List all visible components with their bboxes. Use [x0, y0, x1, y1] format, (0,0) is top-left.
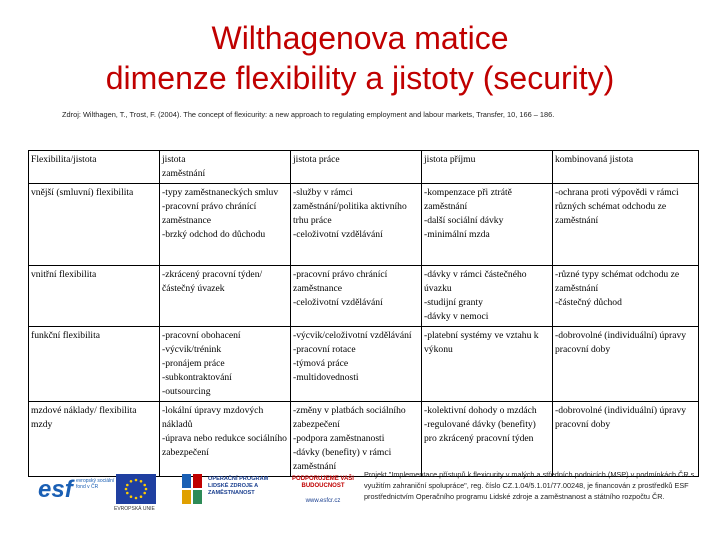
- esf-caption: evropský sociální fond v ČR: [76, 478, 115, 490]
- title-line-1: Wilthagenova matice: [211, 20, 509, 56]
- oplz-logo-icon: [180, 472, 206, 506]
- table-cell: -dobrovolné (individuální) úpravy pracovní doby: [553, 327, 699, 402]
- eu-flag-icon: [116, 474, 156, 504]
- table-cell: -kompenzace při ztrátě zaměstnání -další sociální dávky -minimální mzda: [422, 184, 553, 266]
- oplz-logo-text: OPERAČNÍ PROGRAM LIDSKÉ ZDROJE A ZAMĚSTNANOST: [208, 476, 269, 496]
- row-label-cell: mzdové náklady/ flexibilita mzdy: [29, 402, 160, 477]
- table-cell: -typy zaměstnaneckých smluv -pracovní právo chránící zaměstnance -brzký odchod do důchodu: [160, 184, 291, 266]
- table-cell: -pracovní právo chránící zaměstnance -celoživotní vzdělávání: [291, 266, 422, 327]
- title-line-2: dimenze flexibility a jistoty (security): [105, 60, 615, 96]
- table-cell: -služby v rámci zaměstnání/politika aktivního trhu práce -celoživotní vzdělávání: [291, 184, 422, 266]
- header-cell: kombinovaná jistota: [553, 151, 699, 184]
- page-title: [40, 18, 680, 98]
- esf-website: www.esfcr.cz: [305, 498, 341, 504]
- table-row: [29, 327, 699, 402]
- eu-stars-icon: [116, 474, 156, 504]
- table-cell: -dobrovolné (individuální) úpravy pracovní doby: [553, 402, 699, 477]
- invest-slogan: PODPORUJEME VAŠI BUDOUCNOST: [292, 476, 354, 489]
- table-cell: -různé typy schémat odchodu ze zaměstnání -částečný důchod: [553, 266, 699, 327]
- row-label-cell: vnější (smluvní) flexibilita: [29, 184, 160, 266]
- table-cell: -změny v platbách sociálního zabezpečení -podpora zaměstnanosti -dávky (benefity) v rámci zaměstnání: [291, 402, 422, 477]
- table-cell: -výcvik/celoživotní vzdělávání -pracovní rotace -týmová práce -multidovednosti: [291, 327, 422, 402]
- source-citation: Zdroj: Wilthagen, T., Trost, F. (2004). The concept of flexicurity: a new approach to regulating employment and labour markets, Transfer, 10, 166 – 186.: [62, 110, 555, 119]
- flexicurity-matrix-table: [28, 150, 699, 477]
- table-header-row: [29, 151, 699, 184]
- header-cell: Flexibilita/jistota: [29, 151, 160, 184]
- esf-logo-letters: esf: [38, 476, 73, 503]
- table-row: [29, 184, 699, 266]
- project-funding-note: Projekt "Implementace přístupů k flexicurity v malých a středních podnicích (MSP) v podmínkách ČR s využitím zahraniční spolupráce", reg. číslo CZ.1.04/5.1.01/77.00248, je financován z prostředků ESF prostřednictvím Operačního programu Lidské zdroje a zaměstnanost a státního rozpočtu ČR.: [364, 470, 695, 501]
- table-row: [29, 402, 699, 477]
- table-cell: -lokální úpravy mzdových nákladů -úprava nebo redukce sociálního zabezpečení: [160, 402, 291, 477]
- eu-caption: EVROPSKÁ UNIE: [114, 506, 155, 512]
- table-cell: -kolektivní dohody o mzdách -regulované dávky (benefity) pro zkrácený pracovní týden: [422, 402, 553, 477]
- table-row: [29, 266, 699, 327]
- header-cell: jistota práce: [291, 151, 422, 184]
- table-cell: -platební systémy ve vztahu k výkonu: [422, 327, 553, 402]
- header-cell: jistota příjmu: [422, 151, 553, 184]
- table-cell: -dávky v rámci částečného úvazku -studijní granty -dávky v nemoci: [422, 266, 553, 327]
- table-cell: -ochrana proti výpovědi v rámci různých schémat odchodu ze zaměstnání: [553, 184, 699, 266]
- table-cell: -zkrácený pracovní týden/částečný úvazek: [160, 266, 291, 327]
- esf-logo: [38, 470, 96, 512]
- row-label-cell: vnitřní flexibilita: [29, 266, 160, 327]
- table-cell: -pracovní obohacení -výcvik/trénink -pronájem práce -subkontraktování -outsourcing: [160, 327, 291, 402]
- row-label-cell: funkční flexibilita: [29, 327, 160, 402]
- header-cell: jistota zaměstnání: [160, 151, 291, 184]
- funding-logos: [38, 470, 360, 520]
